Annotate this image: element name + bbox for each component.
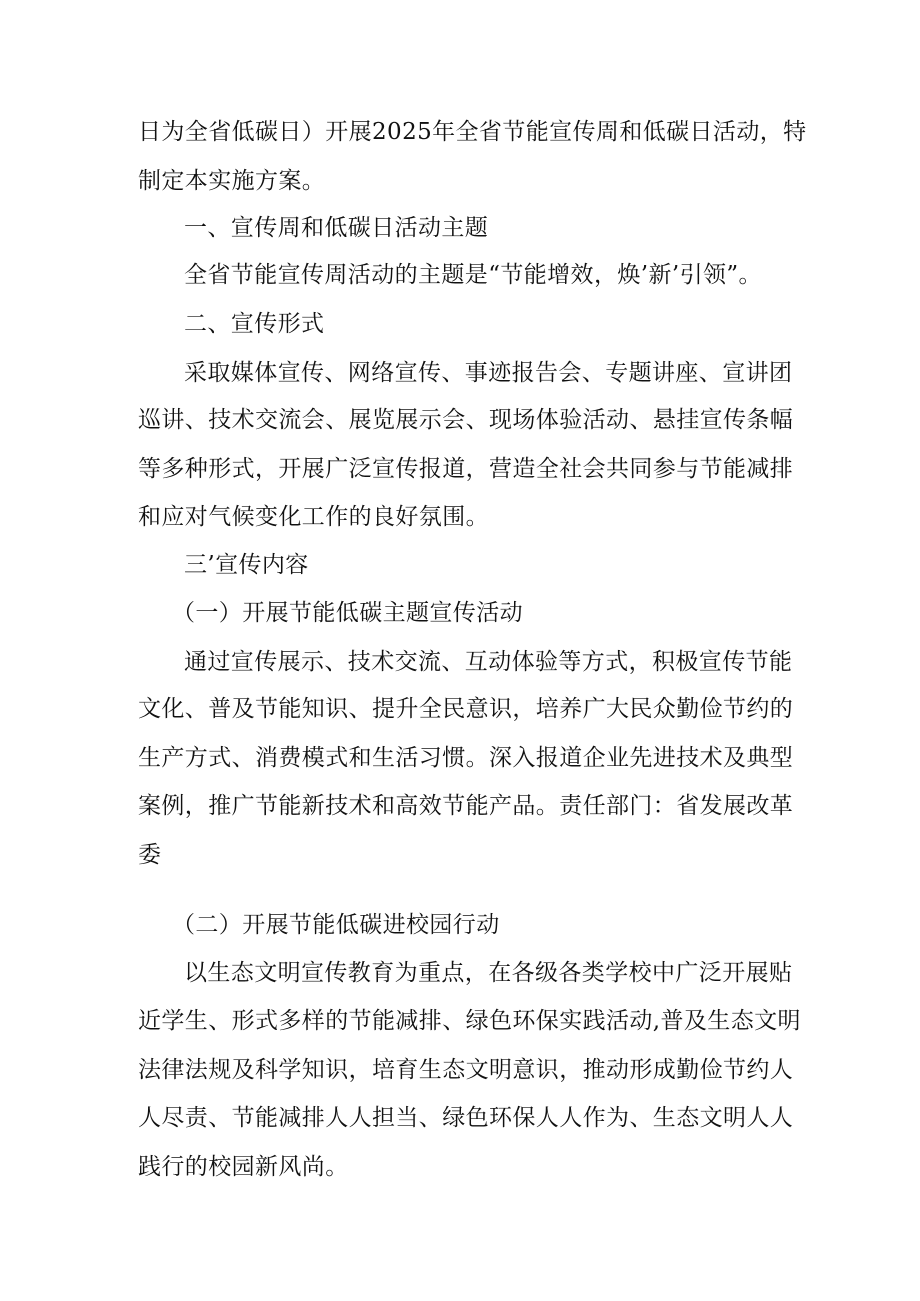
section-heading: 三’宣传内容 bbox=[184, 552, 309, 578]
paragraph-line: 以生态文明宣传教育为重点，在各级各类学校中广泛开展贴 bbox=[184, 960, 793, 986]
paragraph-line: 日为全省低碳日）开展2025年全省节能宣传周和低碳日活动，特 bbox=[138, 119, 807, 145]
paragraph-line: 践行的校园新风尚。 bbox=[138, 1154, 349, 1180]
paragraph-line: 巡讲、技术交流会、展览展示会、现场体验活动、悬挂宣传条幅 bbox=[138, 407, 794, 433]
section-heading: 二、宣传形式 bbox=[184, 311, 325, 337]
paragraph-line: 采取媒体宣传、网络宣传、事迹报告会、专题讲座、宣讲团 bbox=[184, 360, 793, 386]
paragraph-line: 法律法规及科学知识，培育生态文明意识，推动形成勤俭节约人 bbox=[138, 1057, 794, 1083]
paragraph-line: 委 bbox=[138, 842, 162, 868]
paragraph-line: 案例，推广节能新技术和高效节能产品。责任部门：省发展改革 bbox=[138, 793, 794, 819]
paragraph-line: 和应对气候变化工作的良好氛围。 bbox=[138, 504, 489, 530]
paragraph-line: 近学生、形式多样的节能减排、绿色环保实践活动,普及生态文明 bbox=[138, 1008, 801, 1034]
paragraph-line: 人尽责、节能减排人人担当、绿色环保人人作为、生态文明人人 bbox=[138, 1105, 794, 1131]
paragraph-line: 等多种形式，开展广泛宣传报道，营造全社会共同参与节能减排 bbox=[138, 456, 794, 482]
subsection-heading: （一）开展节能低碳主题宣传活动 bbox=[172, 600, 523, 626]
section-heading: 一、宣传周和低碳日活动主题 bbox=[184, 215, 489, 241]
paragraph-line: 全省节能宣传周活动的主题是“节能增效，焕’新’引领”。 bbox=[184, 262, 762, 288]
paragraph-line: 制定本实施方案。 bbox=[138, 168, 326, 194]
subsection-heading: （二）开展节能低碳进校园行动 bbox=[172, 912, 500, 938]
paragraph-line: 生产方式、消费模式和生活习惯。深入报道企业先进技术及典型 bbox=[138, 745, 794, 771]
paragraph-line: 通过宣传展示、技术交流、互动体验等方式，积极宣传节能 bbox=[184, 649, 793, 675]
paragraph-line: 文化、普及节能知识、提升全民意识，培养广大民众勤俭节约的 bbox=[138, 696, 794, 722]
